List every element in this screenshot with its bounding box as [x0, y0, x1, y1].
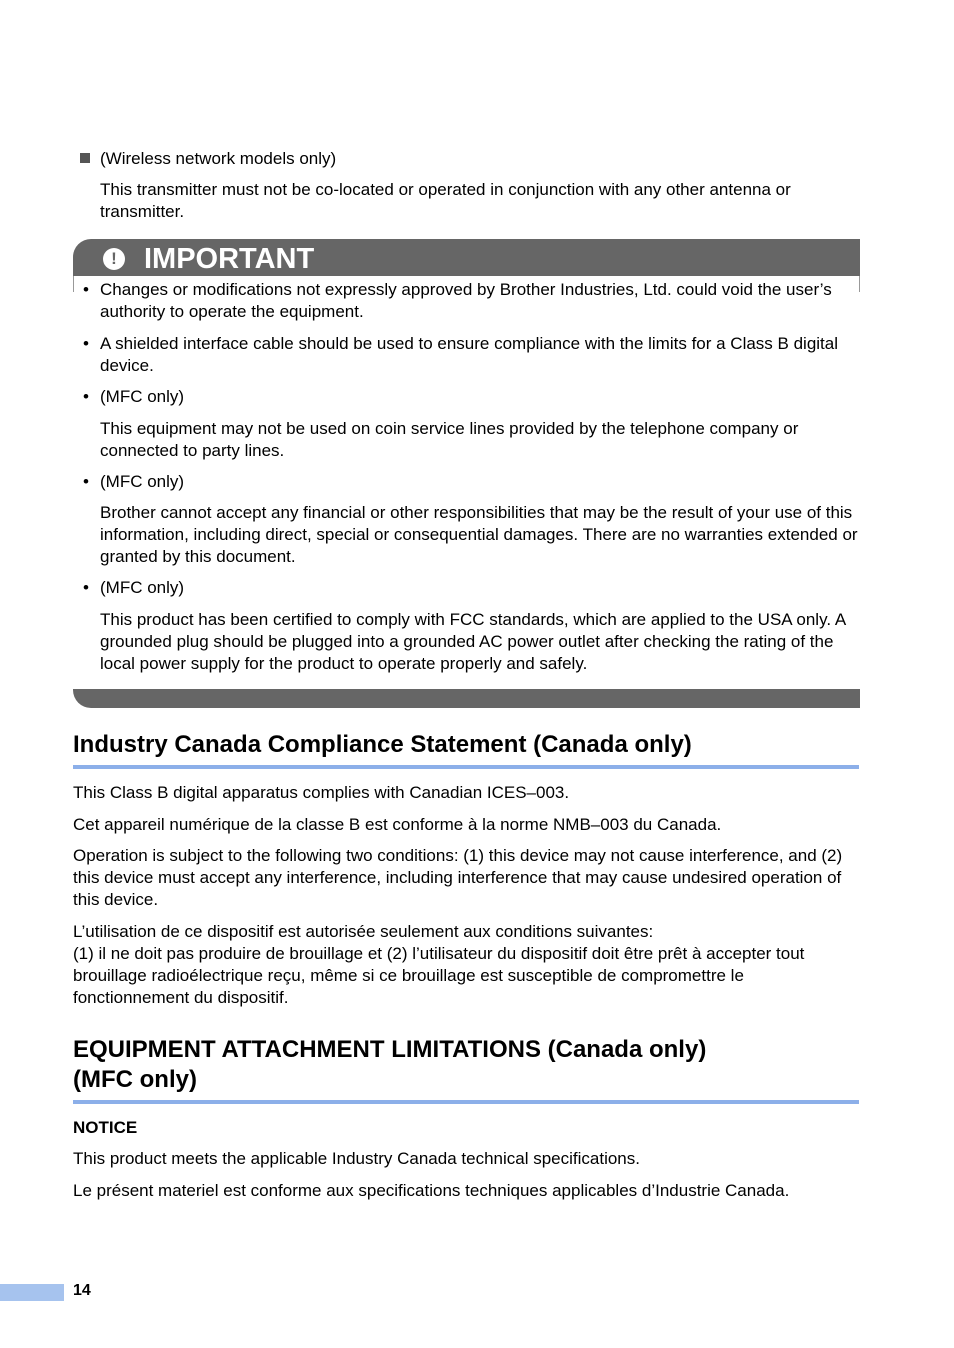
- item-body: Brother cannot accept any financial or other responsibilities that may be the result of your use of this information, including direct, special or consequential damages. There are no warranties extended or granted by this document.: [100, 503, 858, 566]
- paragraph: (1) il ne doit pas produire de brouillage et (2) l’utilisateur du dispositif doit être prêt à accepter tout brouillage radioélectrique reçu, même si ce brouillage est susceptible de compromettre le fonctionnement du dispositif.: [73, 944, 805, 1007]
- bullet-icon: •: [83, 472, 89, 491]
- paragraph: L’utilisation de ce dispositif est autorisée seulement aux conditions suivantes:: [73, 922, 654, 941]
- list-item: [73, 577, 860, 675]
- important-header-bar: [73, 239, 860, 276]
- list-item: [73, 279, 860, 323]
- paragraph: Operation is subject to the following two conditions: (1) this device may not cause interference, and (2) this device must accept any interference, including interference that may cause undesired operation of this device.: [73, 846, 843, 909]
- paragraph: Le présent materiel est conforme aux specifications techniques applicables d’Industrie Canada.: [73, 1181, 790, 1200]
- notice-label: NOTICE: [73, 1118, 138, 1137]
- important-footer-bar: [73, 689, 860, 708]
- item-text: A shielded interface cable should be used to ensure compliance with the limits for a Class B digital device.: [100, 334, 839, 375]
- paragraph: Cet appareil numérique de la classe B est conforme à la norme NMB–003 du Canada.: [73, 815, 722, 834]
- section-heading-industry-canada: Industry Canada Compliance Statement (Canada only): [73, 731, 692, 758]
- exclamation-icon: !: [103, 248, 125, 270]
- item-text: (MFC only): [100, 387, 185, 406]
- page-tab: [0, 1284, 64, 1301]
- section-rule: [73, 1100, 859, 1104]
- important-list: [73, 279, 860, 675]
- page-number: 14: [73, 1282, 91, 1299]
- item-text: (MFC only): [100, 578, 185, 597]
- paragraph: This Class B digital apparatus complies with Canadian ICES–003.: [73, 783, 570, 802]
- wireless-body: This transmitter must not be co-located or operated in conjunction with any other antenna or transmitter.: [100, 180, 791, 221]
- list-item: [73, 333, 860, 377]
- item-text: Changes or modifications not expressly approved by Brother Industries, Ltd. could void the user’s authority to operate the equipment.: [100, 280, 832, 321]
- square-bullet-icon: [80, 153, 90, 163]
- important-title: IMPORTANT: [144, 243, 315, 275]
- important-box: [73, 239, 860, 708]
- item-text: (MFC only): [100, 472, 185, 491]
- item-body: This equipment may not be used on coin service lines provided by the telephone company or connected to party lines.: [100, 419, 799, 460]
- heading-line: (MFC only): [73, 1066, 197, 1093]
- list-item: [73, 386, 860, 462]
- paragraph: This product meets the applicable Industry Canada technical specifications.: [73, 1149, 640, 1168]
- section-heading-equipment: [73, 1035, 860, 1095]
- list-item: [73, 471, 860, 568]
- item-body: This product has been certified to comply with FCC standards, which are applied to the USA only. A grounded plug should be plugged into a grounded AC power outlet after checking the rating of the local power supply for the product to operate properly and safely.: [100, 610, 846, 673]
- wireless-heading: (Wireless network models only): [100, 149, 337, 168]
- bullet-icon: •: [83, 280, 89, 299]
- bullet-icon: •: [83, 387, 89, 406]
- heading-line: EQUIPMENT ATTACHMENT LIMITATIONS (Canada only): [73, 1036, 707, 1063]
- bullet-icon: •: [83, 578, 89, 597]
- section-rule: [73, 765, 859, 769]
- bullet-icon: •: [83, 334, 89, 353]
